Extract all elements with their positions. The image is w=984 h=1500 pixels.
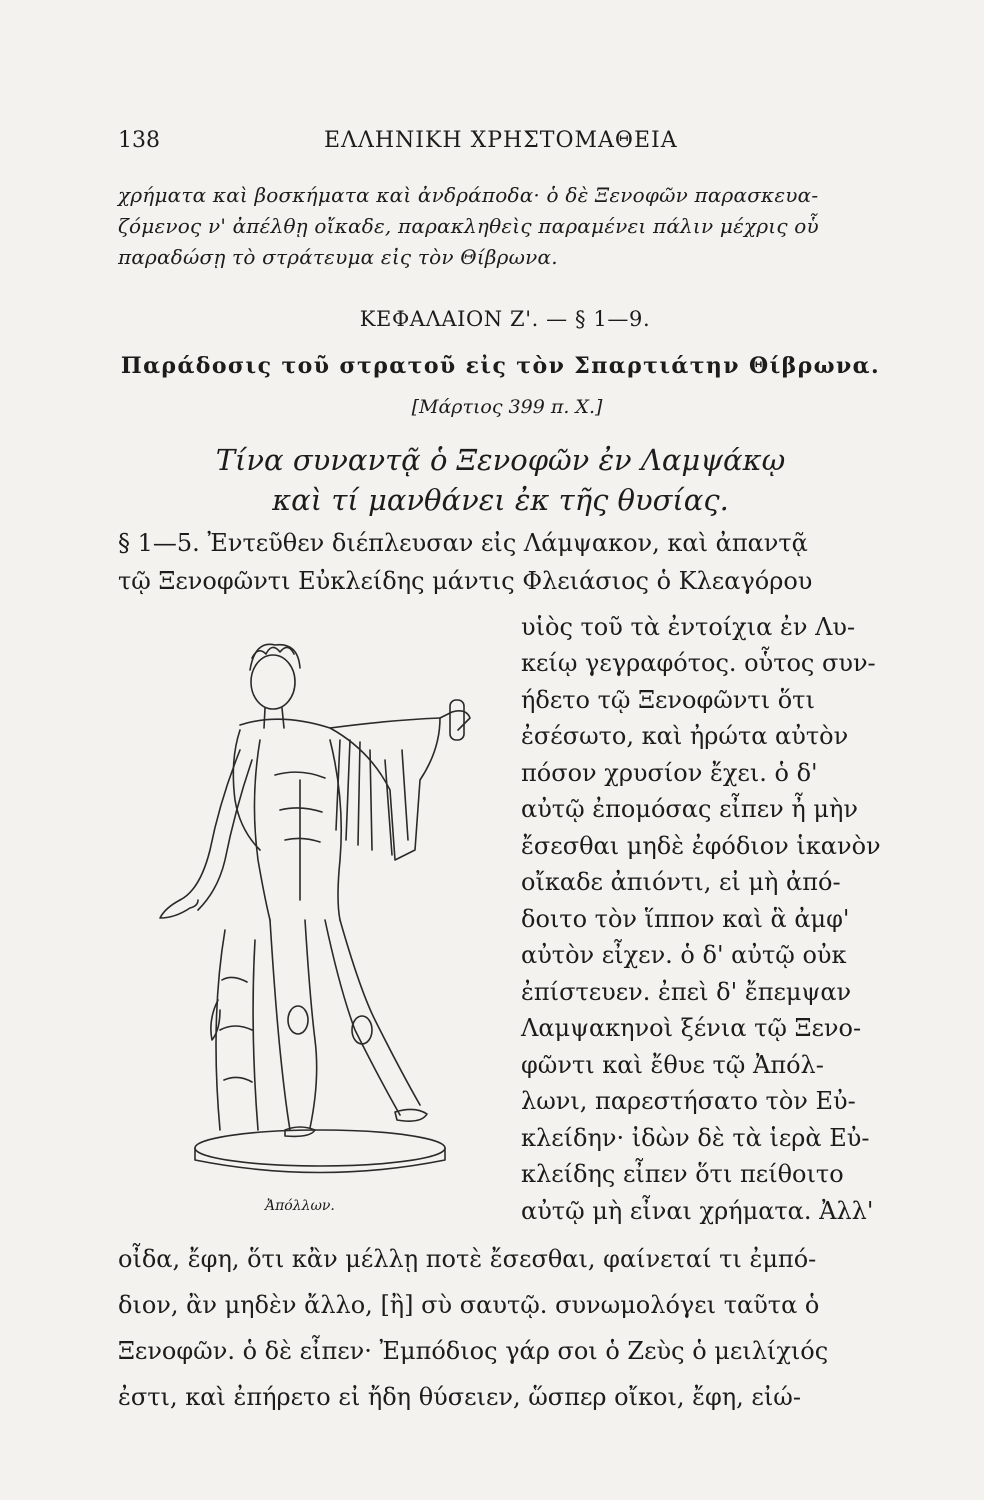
text-line: παραδώσῃ τὸ στράτευμα εἰς τὸν Θίβρωνα.: [118, 245, 558, 269]
text-line: § 1—5. Ἐντεῦθεν διέπλευσαν εἰς Λάμψακον, καὶ ἀπαντᾷ: [118, 529, 808, 557]
text-line: υἱὸς τοῦ τὰ ἐντοίχια ἐν Λυ-: [521, 613, 856, 641]
apollo-statue-illustration: [140, 600, 495, 1175]
text-line: ζόμενος ν' ἀπέλθῃ οἴκαδε, παρακληθεὶς παραμένει πάλιν μέχρις οὗ: [118, 214, 819, 238]
text-line: κλείδης εἶπεν ὅτι πείθοιτο: [521, 1160, 844, 1188]
text-line: ἔσεσθαι μηδὲ ἐφόδιον ἱκανὸν: [521, 832, 881, 860]
chapter-heading: ΚΕΦΑΛΑΙΟΝ Ζ'. — § 1—9.: [359, 307, 651, 331]
text-line: ήδετο τῷ Ξενοφῶντι ὅτι: [521, 686, 815, 714]
date-note: [Μάρτιος 399 π. Χ.]: [411, 396, 603, 418]
text-line: δοιτο τὸν ἵππον καὶ ἃ ἀμφ': [521, 905, 850, 933]
text-line: ἐσέσωτο, καὶ ἠρώτα αὐτὸν: [521, 722, 849, 750]
running-title: ΕΛΛΗΝΙΚΗ ΧΡΗΣΤΟΜΑΘΕΙΑ: [324, 128, 678, 153]
page-header: [118, 128, 878, 162]
subtitle-line: καὶ τί μανθάνει ἐκ τῆς θυσίας.: [272, 483, 729, 517]
subtitle-line: Τίνα συναντᾷ ὁ Ξενοφῶν ἐν Λαμψάκῳ: [215, 443, 786, 477]
intro-paragraph: [118, 180, 883, 273]
text-line: διον, ἂν μηδὲν ἄλλο, [ἢ] σὺ σαυτῷ. συνωμολόγει ταῦτα ὁ: [118, 1291, 820, 1319]
text-line: κλείδην· ἰδὼν δὲ τὰ ἱερὰ Εὐ-: [521, 1124, 870, 1152]
text-line: πόσον χρυσίον ἔχει. ὁ δ': [521, 759, 818, 787]
text-line: αὐτὸν εἶχεν. ὁ δ' αὐτῷ οὐκ: [521, 941, 847, 969]
text-line: οἴκαδε ἀπιόντι, εἰ μὴ ἀπό-: [521, 868, 841, 896]
text-line: αὐτῷ μὴ εἶναι χρήματα. Ἀλλ': [521, 1197, 874, 1225]
section-title: Παράδοσις τοῦ στρατοῦ εἰς τὸν Σπαρτιάτην Θίβρωνα.: [120, 353, 881, 379]
text-line: Ξενοφῶν. ὁ δὲ εἶπεν· Ἐμπόδιος γάρ σοι ὁ Ζεὺς ὁ μειλίχιός: [118, 1337, 829, 1365]
text-line: Λαμψακηνοὶ ξένια τῷ Ξενο-: [521, 1014, 862, 1042]
figure-caption: Ἀπόλλων.: [265, 1198, 335, 1214]
text-line: φῶντι καὶ ἔθυε τῷ Ἀπόλ-: [521, 1051, 824, 1079]
text-line: τῷ Ξενοφῶντι Εὐκλείδης μάντις Φλειάσιος ὁ Κλεαγόρου: [118, 567, 813, 595]
text-line: οἶδα, ἔφη, ὅτι κἂν μέλλῃ ποτὲ ἔσεσθαι, φαίνεταί τι ἐμπό-: [118, 1245, 817, 1273]
page-number: 138: [118, 128, 160, 153]
text-line: χρήματα καὶ βοσκήματα καὶ ἀνδράποδα· ὁ δὲ Ξενοφῶν παρασκευα-: [118, 183, 819, 207]
text-line: λωνι, παρεστήσατο τὸν Εὐ-: [521, 1087, 856, 1115]
text-line: αὐτῷ ἐπομόσας εἶπεν ἦ μὴν: [521, 795, 858, 823]
section-subtitle: [118, 440, 883, 520]
text-line: ἐστι, καὶ ἐπήρετο εἰ ἤδη θύσειεν, ὥσπερ οἴκοι, ἔφη, εἰώ-: [118, 1383, 801, 1411]
text-line: ἐπίστευεν. ἐπεὶ δ' ἔπεμψαν: [521, 978, 852, 1006]
text-line: κείῳ γεγραφότος. οὗτος συν-: [521, 649, 876, 677]
